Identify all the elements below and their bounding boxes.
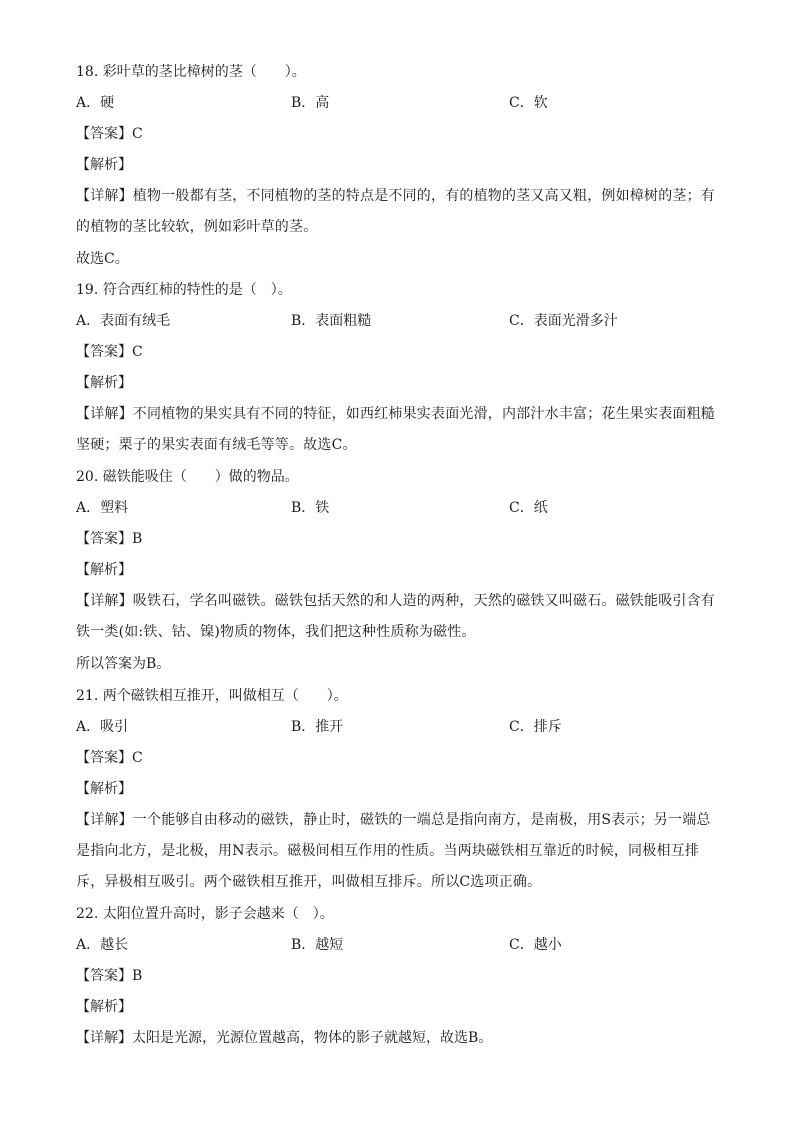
- option-a: A．硬: [76, 95, 115, 111]
- analysis-label: 【解析】: [76, 781, 132, 797]
- analysis-label: 【解析】: [76, 999, 132, 1015]
- detail-text: 【详解】太阳是光源，光源位置越高，物体的影子就越短，故选B。: [76, 1030, 493, 1046]
- question-stem: 18. 彩叶草的茎比樟树的茎（ ）。: [76, 64, 306, 80]
- analysis-label: 【解析】: [76, 375, 132, 391]
- question-stem: 22. 太阳位置升高时，影子会越来（ ）。: [76, 906, 334, 922]
- detail-text: 【详解】不同植物的果实具有不同的特征，如西红柿果实表面光滑，内部汁水丰富；花生果实表面粗糙坚硬；栗子的果实表面有绒毛等等。故选C。: [76, 406, 715, 453]
- detail-text: 【详解】吸铁石，学名叫磁铁。磁铁包括天然的和人造的两种，天然的磁铁又叫磁石。磁铁能吸引含有铁一类(如:铁、钴、镍)物质的物体，我们把这种性质称为磁性。: [76, 593, 715, 640]
- answer-line: 【答案】B: [76, 968, 143, 984]
- conclusion-text: 所以答案为B。: [76, 656, 171, 672]
- option-b: B．铁: [291, 500, 330, 516]
- question-stem: 21. 两个磁铁相互推开，叫做相互（ ）。: [76, 688, 348, 704]
- option-b: B．越短: [291, 937, 344, 953]
- option-c: C．软: [509, 95, 548, 111]
- option-c: C．表面光滑多汁: [509, 313, 618, 329]
- analysis-label: 【解析】: [76, 157, 132, 173]
- conclusion-text: 故选C。: [76, 251, 129, 267]
- option-a: A．越长: [76, 937, 129, 953]
- question-stem: 19. 符合西红柿的特性的是（ ）。: [76, 282, 292, 298]
- answer-line: 【答案】B: [76, 531, 143, 547]
- answer-line: 【答案】C: [76, 344, 143, 360]
- answer-line: 【答案】C: [76, 750, 143, 766]
- option-c: C．纸: [509, 500, 548, 516]
- detail-text: 【详解】植物一般都有茎，不同植物的茎的特点是不同的，有的植物的茎又高又粗，例如樟树的茎；有的植物的茎比较软，例如彩叶草的茎。: [76, 188, 715, 235]
- option-c: C．排斥: [509, 719, 562, 735]
- option-a: A．吸引: [76, 719, 129, 735]
- option-b: B．推开: [291, 719, 344, 735]
- question-stem: 20. 磁铁能吸住（ ）做的物品。: [76, 469, 299, 485]
- detail-text: 【详解】一个能够自由移动的磁铁，静止时，磁铁的一端总是指向南方，是南极，用S表示；另一端总是指向北方，是北极，用N表示。磁极间相互作用的性质。当两块磁铁相互靠近的时候，同极相互排斥，异极相互吸引。两个磁铁相互推开，叫做相互排斥。所以C选项正确。: [76, 812, 711, 890]
- option-c: C．越小: [509, 937, 562, 953]
- option-a: A．表面有绒毛: [76, 313, 171, 329]
- option-b: B．表面粗糙: [291, 313, 372, 329]
- option-a: A．塑料: [76, 500, 129, 516]
- answer-line: 【答案】C: [76, 126, 143, 142]
- analysis-label: 【解析】: [76, 562, 132, 578]
- option-b: B．高: [291, 95, 330, 111]
